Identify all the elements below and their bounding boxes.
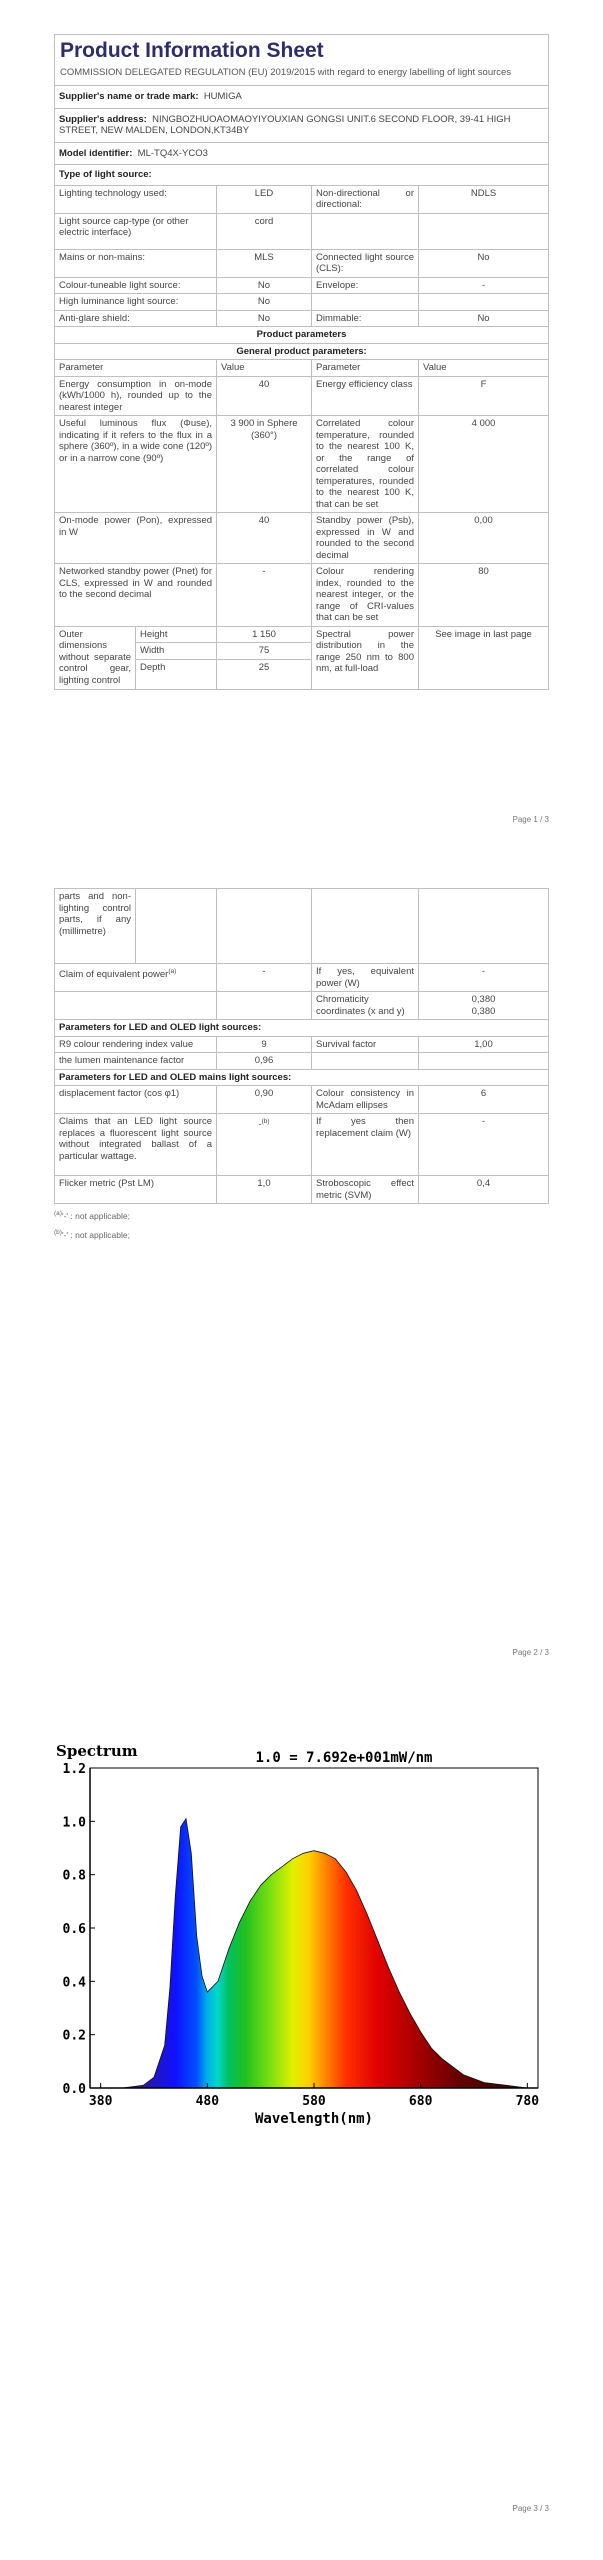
cell: 0,96	[217, 1053, 312, 1070]
x-tick-label: 480	[195, 2094, 220, 2109]
spectrum-area	[101, 1819, 528, 2088]
depth-label: Depth	[136, 659, 217, 689]
cell: Networked standby power (Pnet) for CLS, expressed in W and rounded to the second decimal	[55, 564, 217, 627]
cell: Lighting technology used:	[55, 185, 217, 213]
table-row	[55, 277, 549, 294]
page-subtitle: COMMISSION DELEGATED REGULATION (EU) 2019/2015 with regard to energy labelling of light sources	[60, 67, 512, 78]
cell: Standby power (Psb), expressed in W and rounded to the second decimal	[312, 513, 419, 564]
footnote-text: '-' : not applicable;	[61, 1229, 130, 1240]
cell: No	[217, 310, 312, 327]
cell: 4 000	[419, 416, 549, 513]
cell: NDLS	[419, 185, 549, 213]
table-row	[55, 1114, 549, 1176]
title-cell	[55, 35, 549, 86]
supplier-name-value: HUMIGA	[203, 91, 242, 102]
cell: 1,00	[419, 1036, 549, 1053]
cell: LED	[217, 185, 312, 213]
cell: Light source cap-type (or other electric interface)	[55, 213, 217, 249]
model-identifier-label: Model identifier:	[59, 147, 133, 159]
cell: 0,4	[419, 1176, 549, 1204]
cell	[419, 1053, 549, 1070]
cell	[312, 213, 419, 249]
x-tick-label: 380	[88, 2094, 113, 2109]
footnote-mark: (a)	[168, 968, 177, 975]
page-3	[0, 1680, 603, 2560]
cell: No	[217, 277, 312, 294]
page-title: Product Information Sheet	[60, 39, 324, 62]
y-tick-label: 0.4	[62, 1975, 86, 1991]
column-header: Parameter	[55, 360, 217, 377]
cell: -	[217, 964, 312, 992]
cell	[312, 889, 419, 964]
cell: -	[217, 564, 312, 627]
x-tick-label: 680	[408, 2094, 433, 2109]
cell	[419, 889, 549, 964]
cell: Envelope:	[312, 277, 419, 294]
cell: If yes then replacement claim (W)	[312, 1114, 419, 1176]
depth-value: 25	[217, 659, 312, 689]
spd-value: See image in last page	[419, 626, 549, 689]
cell: Connected light source (CLS):	[312, 249, 419, 277]
cell: Dimmable:	[312, 310, 419, 327]
column-header-row	[55, 360, 549, 377]
cell	[312, 1053, 419, 1070]
mains-parameters-heading: Parameters for LED and OLED mains light sources:	[55, 1069, 549, 1086]
y-tick-label: 0.6	[62, 1922, 86, 1937]
table-row	[55, 1053, 549, 1070]
cell: If yes, equivalent power (W)	[312, 964, 419, 992]
table-row	[55, 376, 549, 416]
model-identifier-value: ML-TQ4X-YCO3	[137, 147, 208, 159]
table-row	[55, 564, 549, 627]
table-row	[55, 1086, 549, 1114]
footnote	[54, 1207, 548, 1223]
table-row	[55, 964, 549, 992]
cell	[217, 889, 312, 964]
supplier-name-label: Supplier's name or trade mark:	[59, 91, 199, 102]
spd-label: Spectral power distribution in the range 250 nm to 800 nm, at full-load	[312, 626, 419, 689]
column-header: Value	[217, 360, 312, 377]
y-tick-label: 0.8	[62, 1868, 86, 1884]
cell: -	[419, 1114, 549, 1176]
cell	[312, 294, 419, 311]
x-tick-label: 780	[515, 2094, 540, 2109]
table-row	[55, 310, 549, 327]
cell	[55, 964, 217, 992]
cell: Anti-glare shield:	[55, 310, 217, 327]
column-header: Parameter	[312, 360, 419, 377]
y-tick-label: 1.0	[62, 1815, 86, 1831]
page-2	[0, 830, 603, 1680]
cell: R9 colour rendering index value	[55, 1036, 217, 1053]
cell: Non-directional or directional:	[312, 185, 419, 213]
cell	[217, 992, 312, 1020]
dimensions-label-continued: parts and non-lighting control parts, if any (millimetre)	[55, 889, 136, 964]
table-row	[55, 185, 549, 213]
replacement-claim-value: -	[258, 1119, 262, 1131]
cell: F	[419, 376, 549, 416]
supplier-address-label: Supplier's address:	[59, 113, 147, 125]
width-label: Width	[136, 643, 217, 660]
footnote-text: '-' : not applicable;	[61, 1210, 130, 1221]
cell: No	[419, 249, 549, 277]
table-row	[55, 249, 549, 277]
cell: 40	[217, 513, 312, 564]
y-tick-label: 0.0	[62, 2082, 86, 2097]
table-row	[55, 416, 549, 513]
chart-title: Spectrum	[56, 1742, 138, 1760]
cell: 80	[419, 564, 549, 627]
page-1	[0, 0, 603, 830]
table-row	[55, 213, 549, 249]
spectrum-chart	[54, 1738, 548, 2128]
model-identifier-row	[55, 142, 549, 165]
cell: 1,0	[217, 1176, 312, 1204]
page-number: Page 1 / 3	[512, 815, 549, 824]
y-tick-label: 1.2	[62, 1762, 86, 1777]
cell: 0,90	[217, 1086, 312, 1114]
table-row	[55, 626, 549, 643]
supplier-address-value: NINGBOZHUOAOMAOYIYOUXIAN GONGSI UNIT.6 SECOND FLOOR, 39-41 HIGH STREET, NEW MALDEN, LONDON,KT34BY	[59, 113, 511, 136]
cell: MLS	[217, 249, 312, 277]
cell: Stroboscopic effect metric (SVM)	[312, 1176, 419, 1204]
cell: 0,380 0,380	[419, 992, 549, 1020]
product-parameters-heading: Product parameters	[55, 327, 549, 344]
cell: Colour consistency in McAdam ellipses	[312, 1086, 419, 1114]
page-number: Page 3 / 3	[512, 2504, 549, 2513]
supplier-name-row	[55, 86, 549, 109]
table-row	[55, 889, 549, 964]
footnote-mark: (b)	[54, 1228, 62, 1236]
table-row	[55, 513, 549, 564]
cell: displacement factor (cos φ1)	[55, 1086, 217, 1114]
cell: 9	[217, 1036, 312, 1053]
cell: Useful luminous flux (Φuse), indicating if it refers to the flux in a sphere (360º), in a wide cone (120º) or in a narrow cone (90º)	[55, 416, 217, 513]
cell: Energy consumption in on-mode (kWh/1000 h), rounded up to the nearest integer	[55, 376, 217, 416]
cell	[419, 294, 549, 311]
general-parameters-heading: General product parameters:	[55, 343, 549, 360]
column-header: Value	[419, 360, 549, 377]
cell: cord	[217, 213, 312, 249]
cell: Colour-tuneable light source:	[55, 277, 217, 294]
cell: Energy efficiency class	[312, 376, 419, 416]
light-source-heading: Type of light source:	[55, 165, 549, 186]
footnote	[54, 1226, 548, 1242]
cell: the lumen maintenance factor	[55, 1053, 217, 1070]
height-label: Height	[136, 626, 217, 643]
x-axis-label: Wavelength(nm)	[254, 2111, 374, 2127]
cell: Flicker metric (Pst LM)	[55, 1176, 217, 1204]
cell: Correlated colour temperature, rounded to the nearest 100 K, or the range of correlated colour temperatures, rounded to the nearest 100 K, that can be set	[312, 416, 419, 513]
supplier-address-row	[55, 108, 549, 142]
y-tick-label: 0.2	[62, 2028, 86, 2044]
cell: 3 900 in Sphere (360°)	[217, 416, 312, 513]
cell: On-mode power (Pon), expressed in W	[55, 513, 217, 564]
cell	[55, 992, 217, 1020]
product-information-sheet	[54, 34, 548, 690]
cell	[419, 213, 549, 249]
dimensions-label: Outer dimensions without separate control gear, lighting control	[55, 626, 136, 689]
cell: Claims that an LED light source replaces a fluorescent light source without integrated ballast of a particular wattage.	[55, 1114, 217, 1176]
cell: Survival factor	[312, 1036, 419, 1053]
cell	[217, 1114, 312, 1176]
table-row	[55, 1176, 549, 1204]
cell: -	[419, 277, 549, 294]
cell: Chromaticity coordinates (x and y)	[312, 992, 419, 1020]
cell	[136, 889, 217, 964]
width-value: 75	[217, 643, 312, 660]
claim-label: Claim of equivalent power	[59, 969, 169, 981]
cell: 0,00	[419, 513, 549, 564]
cell: Mains or non-mains:	[55, 249, 217, 277]
cell: High luminance light source:	[55, 294, 217, 311]
x-tick-label: 580	[302, 2094, 326, 2109]
spectrum-chart-svg	[54, 1738, 548, 2128]
led-parameters-heading: Parameters for LED and OLED light sources:	[55, 1020, 549, 1037]
cell: No	[419, 310, 549, 327]
footnote-mark: (b)	[261, 1118, 270, 1125]
cell: 6	[419, 1086, 549, 1114]
cell: -	[419, 964, 549, 992]
page-number: Page 2 / 3	[512, 1648, 549, 1657]
chart-annotation: 1.0 = 7.692e+001mW/nm	[255, 1750, 433, 1766]
info-table	[54, 34, 549, 690]
cell: 40	[217, 376, 312, 416]
cell: No	[217, 294, 312, 311]
height-value: 1 150	[217, 626, 312, 643]
info-table-continued	[54, 888, 549, 1204]
footnote-mark: (a)	[54, 1210, 62, 1217]
table-row	[55, 1036, 549, 1053]
table-row	[55, 294, 549, 311]
cell: Colour rendering index, rounded to the nearest integer, or the range of CRI-values that can be set	[312, 564, 419, 627]
table-row	[55, 992, 549, 1020]
product-information-sheet-continued	[54, 888, 548, 1242]
